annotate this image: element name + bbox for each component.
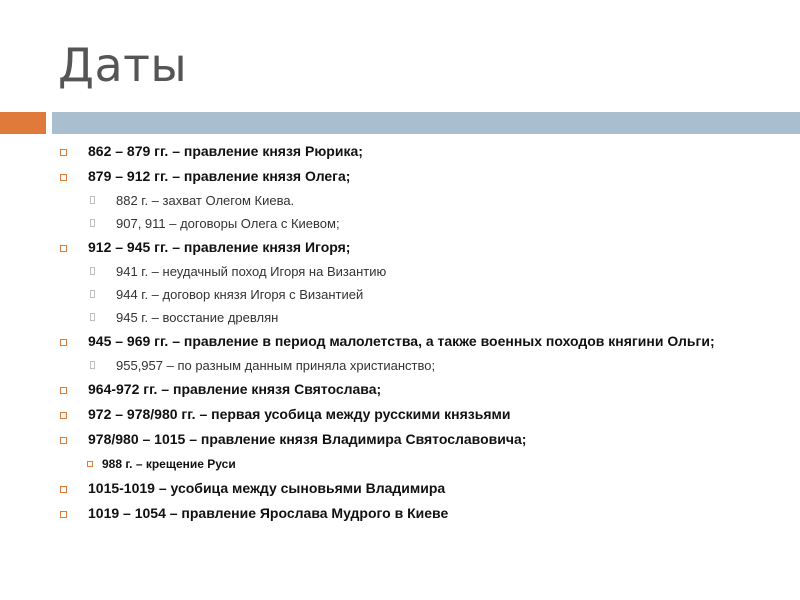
square-bullet-icon — [60, 412, 67, 419]
title-accent-orange — [0, 112, 46, 134]
sub-bullet-icon — [90, 290, 95, 298]
list-item-text: 862 – 879 гг. – правление князя Рюрика; — [88, 143, 363, 159]
square-bullet-icon — [60, 511, 67, 518]
list-subitem — [86, 262, 758, 282]
square-bullet-icon — [60, 486, 67, 493]
square-bullet-icon — [60, 387, 67, 394]
sub-bullet-icon — [90, 196, 95, 204]
list-item-text: 912 – 945 гг. – правление князя Игоря; — [88, 239, 351, 255]
list-subitem-text: 945 г. – восстание древлян — [116, 310, 279, 325]
list-subitem-text: 988 г. – крещение Руси — [102, 457, 236, 471]
list-subitem-text: 941 г. – неудачный поход Игоря на Византию — [116, 264, 387, 279]
list-subitem — [86, 308, 758, 328]
list-subitem — [86, 214, 758, 234]
list-item — [58, 141, 758, 161]
sub-bullet-icon — [90, 361, 95, 369]
title-accent-bar — [52, 112, 800, 134]
list-item — [58, 478, 758, 498]
list-subitem-text: 944 г. – договор князя Игоря с Византией — [116, 287, 364, 302]
square-bullet-icon — [60, 245, 67, 252]
list-item — [58, 503, 758, 523]
sub-bullet-icon — [90, 313, 95, 321]
square-bullet-icon — [60, 174, 67, 181]
list-subitem — [86, 356, 758, 376]
list-item-text: 1019 – 1054 – правление Ярослава Мудрого в Киеве — [88, 505, 449, 521]
list-item-text: 972 – 978/980 гг. – первая усобица между русскими князьями — [88, 406, 511, 422]
list-item-text: 1015-1019 – усобица между сыновьями Владимира — [88, 480, 446, 496]
square-bullet-icon — [87, 461, 93, 467]
slide-title: Даты — [58, 38, 188, 92]
list-subitem — [86, 454, 758, 474]
list-item-text: 945 – 969 гг. – правление в период малолетства, а также военных походов княгини Ольги; — [88, 333, 715, 349]
sub-bullet-icon — [90, 219, 95, 227]
list-item — [58, 379, 758, 399]
list-item-text: 879 – 912 гг. – правление князя Олега; — [88, 168, 351, 184]
list-item-text: 964-972 гг. – правление князя Святослава; — [88, 381, 382, 397]
list-item — [58, 404, 758, 424]
list-subitem-text: 882 г. – захват Олегом Киева. — [116, 193, 295, 208]
square-bullet-icon — [60, 149, 67, 156]
list-item — [58, 166, 758, 186]
list-subitem-text: 907, 911 – договоры Олега с Киевом; — [116, 216, 340, 231]
bullet-list — [58, 141, 758, 528]
list-item — [58, 237, 758, 257]
list-subitem — [86, 191, 758, 211]
square-bullet-icon — [60, 437, 67, 444]
list-item-text: 978/980 – 1015 – правление князя Владимира Святославовича; — [88, 431, 527, 447]
list-subitem — [86, 285, 758, 305]
list-item — [58, 429, 758, 449]
square-bullet-icon — [60, 339, 67, 346]
sub-bullet-icon — [90, 267, 95, 275]
list-subitem-text: 955,957 – по разным данным приняла христианство; — [116, 358, 436, 373]
list-item — [58, 331, 758, 351]
